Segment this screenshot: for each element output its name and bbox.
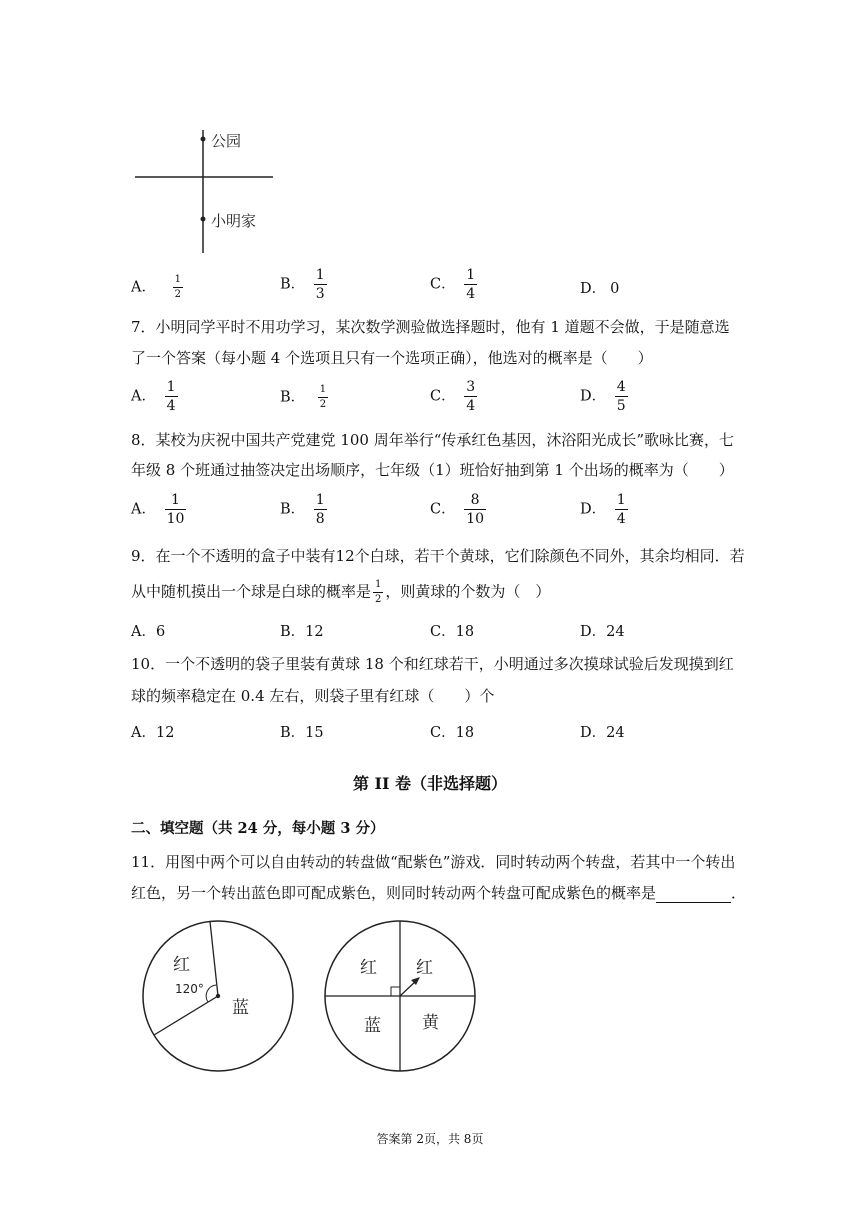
q7-option-d: D． $\frac{4}{5}$	[580, 379, 626, 414]
q10-option-a: A．12	[131, 725, 175, 741]
q9-line2: 从中随机摸出一个球是白球的概率是 $\frac{1}{2}$ ，则黄球的个数为（ ）	[131, 579, 551, 605]
part2-title: 第 II 卷（非选择题）	[352, 774, 508, 793]
q10-line2: 球的频率稳定在 0.4 左右，则袋子里有红球（ ）个	[131, 687, 495, 705]
q6-option-c: C． $\frac{1}{4}$	[430, 267, 476, 302]
q10-option-b: B．15	[280, 725, 324, 741]
home-label: 小明家	[211, 212, 257, 230]
park-point	[201, 137, 206, 142]
q7-option-c: C． $\frac{3}{4}$	[430, 379, 476, 414]
section2-title: 二、填空题（共 24 分，每小题 3 分）	[131, 820, 385, 837]
q9-option-d: D．24	[580, 624, 625, 640]
q11-line2: 红色，另一个转出蓝色即可配成紫色，则同时转动两个转盘可配成紫色的概率是 ．	[131, 884, 747, 902]
page-footer: 答案第 2页，共 8页	[376, 1132, 484, 1146]
q8-option-a: A． $\frac{1}{10}$	[131, 492, 185, 527]
q11-answer-blank	[656, 888, 731, 903]
q7-option-b: B． $\frac{1}{2}$	[280, 384, 327, 410]
spinner-2	[322, 918, 482, 1078]
q10-line1: 10．一个不透明的袋子里装有黄球 18 个和红球若干，小明通过多次摸球试验后发现摸到红	[131, 655, 734, 673]
q8-line1: 8．某校为庆祝中国共产党建党 100 周年举行“传承红色基因，沐浴阳光成长”歌咏比赛，七	[131, 431, 735, 449]
spinner1-angle-label: 120°	[175, 982, 204, 996]
spinner1-blue-label: 蓝	[232, 998, 249, 1018]
spinner1-red-label: 红	[173, 955, 190, 975]
q10-option-d: D．24	[580, 725, 625, 741]
spinner2-tl-label: 红	[360, 958, 377, 978]
q8-option-c: C． $\frac{8}{10}$	[430, 492, 485, 527]
q10-option-c: C．18	[430, 725, 475, 741]
q6-option-a: A． $\frac{1}{2}$	[131, 274, 181, 300]
park-label: 公园	[211, 132, 242, 150]
map-figure	[130, 125, 290, 260]
q6-option-d: D． 0	[580, 281, 620, 297]
q9-option-a: A．6	[131, 624, 166, 640]
q8-option-d: D． $\frac{1}{4}$	[580, 492, 626, 527]
spinner2-tr-label: 红	[416, 958, 433, 978]
q7-option-a: A． $\frac{1}{4}$	[131, 379, 176, 414]
spinner2-br-label: 黄	[422, 1013, 439, 1033]
q11-line1: 11．用图中两个可以自由转动的转盘做“配紫色”游戏．同时转动两个转盘，若其中一个转出	[131, 853, 736, 871]
home-point	[201, 217, 206, 222]
q7-line2: 了一个答案（每小题 4 个选项且只有一个选项正确），他选对的概率是（ ）	[131, 349, 653, 367]
q9-line1: 9．在一个不透明的盒子中装有12个白球，若干个黄球，它们除颜色不同外，其余均相同．若	[131, 547, 745, 565]
q9-option-b: B．12	[280, 624, 324, 640]
spinner-1	[140, 918, 300, 1078]
q8-line2: 年级 8 个班通过抽签决定出场顺序，七年级（1）班恰好抽到第 1 个出场的概率为（ ）	[131, 461, 734, 479]
q7-line1: 7．小明同学平时不用功学习，某次数学测验做选择题时，他有 1 道题不会做，于是随意选	[131, 318, 730, 336]
spinner2-bl-label: 蓝	[364, 1016, 381, 1036]
q8-option-b: B． $\frac{1}{8}$	[280, 492, 325, 527]
q9-option-c: C．18	[430, 624, 475, 640]
q6-option-b: B． $\frac{1}{3}$	[280, 267, 325, 302]
